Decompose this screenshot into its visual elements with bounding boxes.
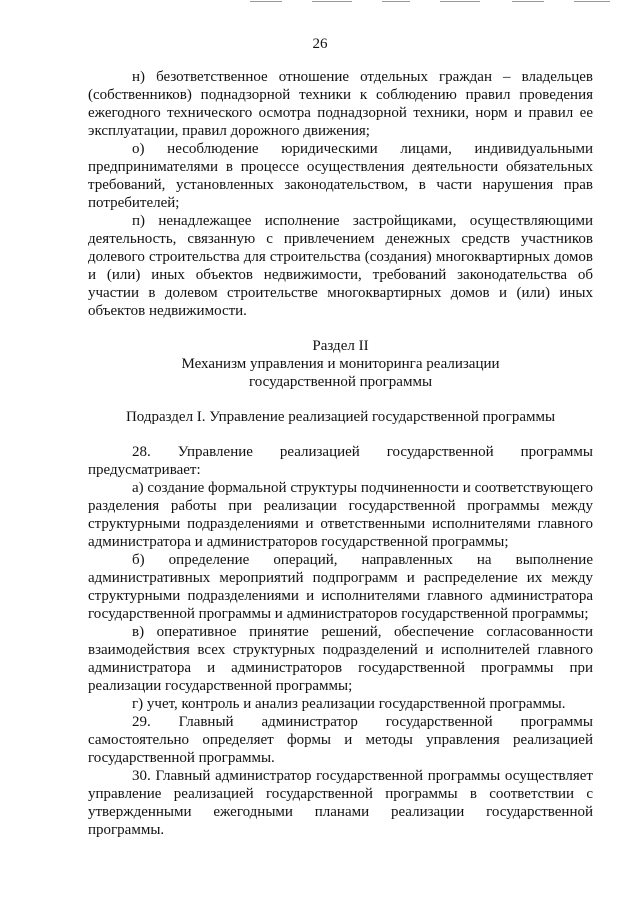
document-body	[88, 68, 593, 839]
paragraph-28-b: б) определение операций, направленных на выполнение административных мероприятий подпрограмм и распределение их между структурными подразделениями и исполнителями главного администратора государственной программы и администраторов государственной программы;	[88, 552, 593, 622]
paragraph-28-g: г) учет, контроль и анализ реализации государственной программы.	[132, 696, 566, 712]
subsection-heading	[88, 408, 593, 426]
subsection-title: Подраздел I. Управление реализацией государственной программы	[125, 409, 556, 425]
paragraph-p: п) ненадлежащее исполнение застройщиками, осуществляющими деятельность, связанную с привлечением денежных средств участников долевого строительства для строительства (создания) многоквартирных домов и (или) иных объектов недвижимости, требований законодательства об участии в долевом строительстве многоквартирных домов и (или) иных объектов недвижимости.	[88, 213, 593, 319]
paragraph-28: 28. Управление реализацией государственной программы предусматривает:	[88, 444, 593, 478]
paragraph-29: 29. Главный администратор государственной программы самостоятельно определяет формы и методы управления реализацией государственной программы.	[88, 714, 593, 766]
section-title-line-2: государственной программы	[248, 374, 433, 390]
paragraph-28-v: в) оперативное принятие решений, обеспечение согласованности взаимодействия всех структурных подразделений и исполнителей главного администратора и администраторов государственной программы при реализации государственной программы;	[88, 624, 593, 694]
paragraph-30: 30. Главный администратор государственной программы осуществляет управление реализацией государственной программы в соответствии с утвержденными ежегодными планами реализации государственной программы.	[88, 768, 593, 838]
paragraph-n: н) безответственное отношение отдельных граждан – владельцев (собственников) поднадзорной техники к соблюдению правил проведения ежегодного технического осмотра поднадзорной техники, норм и правил ее эксплуатации, правил дорожного движения;	[88, 69, 593, 139]
header-rule-lines	[250, 0, 640, 4]
paragraph-o: о) несоблюдение юридическими лицами, индивидуальными предпринимателями в процессе осуществления деятельности обязательных требований, установленных законодательством, в части нарушения прав потребителей;	[88, 141, 593, 211]
section-title-line-1: Механизм управления и мониторинга реализации	[181, 356, 500, 372]
section-label: Раздел II	[312, 338, 369, 354]
paragraph-28-a: а) создание формальной структуры подчиненности и соответствующего разделения работы при реализации государственной программы между структурными подразделениями и ответственными исполнителями главного администратора и администраторов государственной программы;	[88, 480, 593, 550]
section-heading	[88, 337, 593, 391]
page-number: 26	[312, 36, 328, 52]
